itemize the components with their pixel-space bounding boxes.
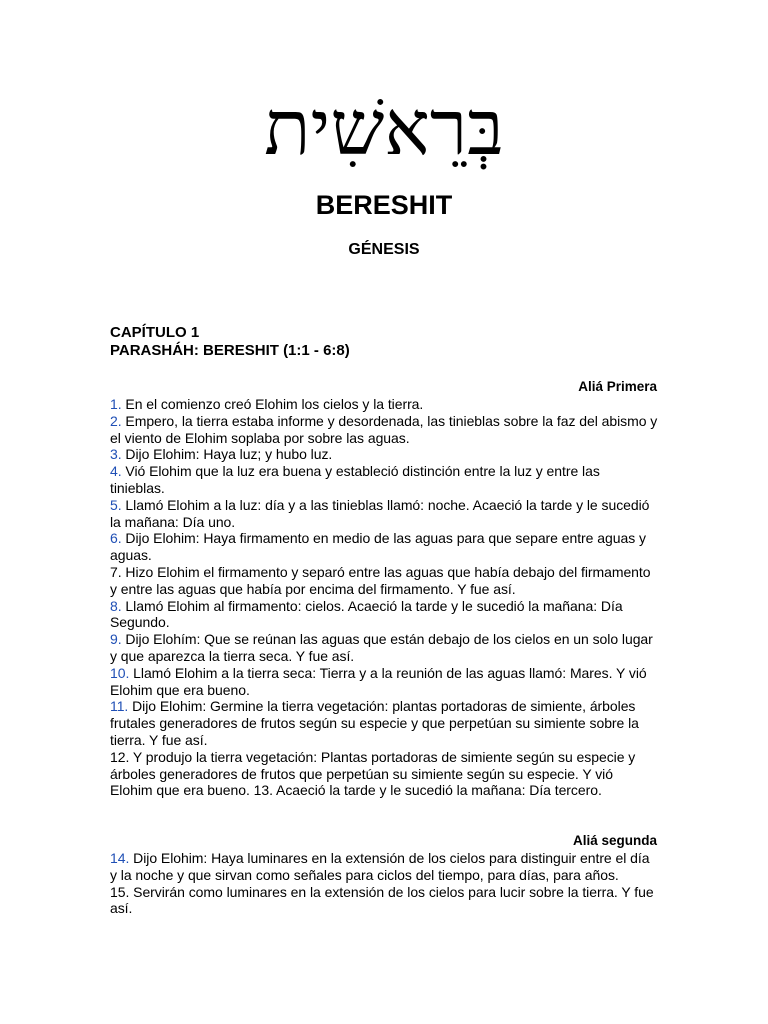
verse-text: Llamó Elohim a la tierra seca: Tierra y a la reunión de las aguas llamó: Mares. Y vió Elohim que era bueno. [110,664,647,698]
verse [110,850,658,884]
verse-list-aliyah-1 [110,396,658,799]
verse-number: 11. [110,698,129,715]
verse-number: 8. [110,597,122,614]
verse-number: 1. [110,396,122,412]
verse-number: 10. [110,664,130,681]
verse [110,413,658,447]
page-title: BERESHIT [315,190,453,220]
verse [110,749,658,799]
verse [110,463,658,497]
verse [110,598,658,632]
verse [110,497,658,531]
verse [110,564,658,598]
verse-text: Dijo Elohím: Que se reúnan las aguas que están debajo de los cielos en un solo lugar y que aparezca la tierra seca. Y fue así. [110,631,653,664]
verse-text: Dijo Elohim: Germine la tierra vegetación: plantas portadoras de simiente, árboles frutales generadores de frutos según su especie y que perpetúan su simiente sobre la tierra. Y fue así. [110,698,639,748]
verse-number: 15. [110,883,130,900]
verse-number: 2. [110,412,122,429]
verse [110,665,658,699]
verse [110,446,658,463]
chapter-number: CAPÍTULO 1 [110,324,200,341]
verse [110,698,658,748]
verse-text: Llamó Elohim a la luz: día y a las tinieblas llamó: noche. Acaeció la tarde y le sucedió la mañana: Día uno. [110,496,650,530]
verse [110,530,658,564]
verse-text: Empero, la tierra estaba informe y desordenada, las tinieblas sobre la faz del abismo y el viento de Elohim soplaba por sobre las aguas. [110,412,658,446]
verse-number: 6. [110,530,122,547]
verse-list-aliyah-2 [110,850,658,917]
section-heading-aliyah-2: Aliá segunda [572,833,657,848]
verse-number: 9. [110,631,122,648]
verse [110,396,658,413]
verse-text: Llamó Elohim al firmamento: cielos. Acaeció la tarde y le sucedió la mañana: Día Segundo. [110,597,623,631]
verse-number: 5. [110,496,122,513]
verse-text: Servirán como luminares en la extensión de los cielos para lucir sobre la tierra. Y fue así. [110,883,654,917]
section-heading-aliyah-1: Aliá Primera [578,379,657,394]
page-subtitle: GÉNESIS [348,241,420,258]
verse-text: Y produjo la tierra vegetación: Plantas portadoras de simiente según su especie y árboles generadores de frutos que perpetúan su simiente según su especie. Y vió Elohim que era bueno. 13. Acaeció la tarde y le sucedió la mañana: Día tercero. [110,748,636,799]
verse-text: Dijo Elohim: Haya firmamento en medio de las aguas para que separe entre aguas y aguas. [110,530,646,564]
verse-text: Dijo Elohim: Haya luz; y hubo luz. [121,446,333,463]
verse-number: 4. [110,463,122,480]
verse-text: Dijo Elohim: Haya luminares en la extensión de los cielos para distinguir entre el día y la noche y que sirvan como señales para ciclos del tiempo, para días, para años. [110,850,650,883]
parashah-label: PARASHÁH: BERESHIT (1:1 - 6:8) [110,342,350,359]
verse-number: 14. [110,850,130,866]
verse [110,884,658,918]
verse-number: 7. [110,563,122,580]
verse-number: 12. [110,748,130,765]
verse-text: Vió Elohim que la luz era buena y estableció distinción entre la luz y entre las tinieblas. [110,463,600,496]
chapter-heading [110,324,350,360]
verse-text: En el comienzo creó Elohim los cielos y la tierra. [121,396,424,412]
verse-number: 3. [110,446,122,463]
hebrew-title: בְּרֵאשִׁית [264,83,504,172]
verse-text: Hizo Elohim el firmamento y separó entre las aguas que había debajo del firmamento y entre las aguas que había por encima del firmamento. Y fue así. [110,563,651,597]
verse [110,631,658,665]
